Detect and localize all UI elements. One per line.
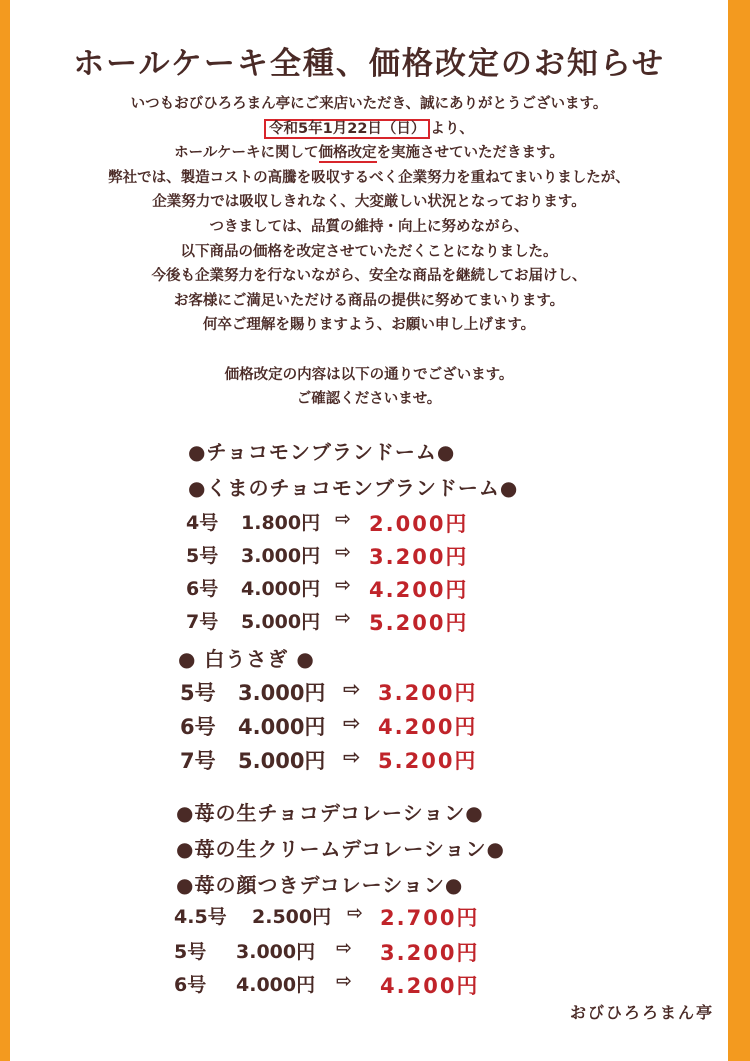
intro-line-6: つきましては、品質の維持・向上に努めながら、 xyxy=(209,218,529,235)
old-price: 2.500円 xyxy=(252,906,332,928)
arrow-right-icon: ⇨ xyxy=(343,745,361,769)
arrow-right-icon: ⇨ xyxy=(335,508,351,530)
old-price: 3.000円 xyxy=(236,941,316,963)
product-name-ichigo-nama-cream: ●苺の生クリームデコレーション● xyxy=(176,837,505,861)
intro-line-10: 何卒ご理解を賜りますよう、お願い申し上げます。 xyxy=(202,317,536,334)
intro-line-1: いつもおびひろろまん亭にご来店いただき、誠にありがとうございます。 xyxy=(130,96,608,112)
intro-line-11: 価格改定の内容は以下の通りでございます。 xyxy=(224,366,514,383)
left-orange-border xyxy=(0,0,10,1061)
arrow-right-icon: ⇨ xyxy=(347,902,363,924)
price-row xyxy=(10,970,728,1000)
new-price: 3.200円 xyxy=(380,941,480,965)
old-price: 3.000円 xyxy=(241,545,321,567)
arrow-right-icon: ⇨ xyxy=(336,970,352,992)
old-price: 4.000円 xyxy=(238,715,326,739)
intro-line-9: お客様にご満足いただける商品の提供に努めてまいります。 xyxy=(173,292,565,309)
arrow-right-icon: ⇨ xyxy=(335,607,351,629)
old-price: 3.000円 xyxy=(238,681,326,705)
cake-size: 4号 xyxy=(186,512,219,534)
right-orange-border xyxy=(728,0,750,1061)
cake-size: 5号 xyxy=(180,681,216,705)
new-price: 2.700円 xyxy=(380,906,480,930)
old-price: 1.800円 xyxy=(241,512,321,534)
price-row xyxy=(10,574,728,604)
intro-line-3-pre: ホールケーキに関して xyxy=(174,145,319,162)
new-price: 3.200円 xyxy=(378,681,478,705)
price-row xyxy=(10,541,728,571)
intro-paragraph xyxy=(10,92,728,412)
arrow-right-icon: ⇨ xyxy=(335,574,351,596)
intro-line-3-post: を実施させていただきます。 xyxy=(376,145,564,162)
product-name-ichigo-nama-choco: ●苺の生チョコデコレーション● xyxy=(176,801,484,825)
intro-line-3 xyxy=(10,141,728,166)
intro-line-5: 企業努力では吸収しきれなく、大変厳しい状況となっております。 xyxy=(152,194,586,211)
new-price: 5.200円 xyxy=(369,611,469,635)
product-name-choco-montblanc: ●チョコモンブランドーム● xyxy=(188,440,456,464)
cake-size: 6号 xyxy=(180,715,216,739)
price-row xyxy=(10,745,728,775)
intro-line-12: ご確認くださいませ。 xyxy=(296,391,442,408)
new-price: 5.200円 xyxy=(378,749,478,773)
shop-name-signature: おびひろろまん亭 xyxy=(569,1003,714,1022)
price-row xyxy=(10,607,728,637)
product-name-ichigo-kaotsuki: ●苺の顔つきデコレーション● xyxy=(176,873,464,897)
new-price: 3.200円 xyxy=(369,545,469,569)
cake-size: 6号 xyxy=(186,578,219,600)
price-row xyxy=(10,711,728,741)
cake-size: 5号 xyxy=(174,941,207,963)
cake-size: 4.5号 xyxy=(174,906,227,928)
old-price: 4.000円 xyxy=(241,578,321,600)
intro-spacer xyxy=(10,338,728,363)
arrow-right-icon: ⇨ xyxy=(335,541,351,563)
price-row xyxy=(10,508,728,538)
old-price: 5.000円 xyxy=(238,749,326,773)
arrow-right-icon: ⇨ xyxy=(343,711,361,735)
intro-line-4: 弊社では、製造コストの高騰を吸収するべく企業努力を重ねてまいりましたが、 xyxy=(108,169,630,186)
page-title: ホールケーキ全種、価格改定のお知らせ xyxy=(73,46,665,82)
cake-size: 7号 xyxy=(180,749,216,773)
effective-date-highlight: 令和5年1月22日（日） xyxy=(264,119,430,139)
cake-size: 5号 xyxy=(186,545,219,567)
cake-size: 6号 xyxy=(174,974,207,996)
cake-size: 7号 xyxy=(186,611,219,633)
arrow-right-icon: ⇨ xyxy=(343,677,361,701)
new-price: 4.200円 xyxy=(380,974,480,998)
new-price: 4.200円 xyxy=(369,578,469,602)
old-price: 5.000円 xyxy=(241,611,321,633)
new-price: 2.000円 xyxy=(369,512,469,536)
price-row xyxy=(10,937,728,967)
old-price: 4.000円 xyxy=(236,974,316,996)
product-name-kuma-choco-montblanc: ●くまのチョコモンブランドーム● xyxy=(188,476,519,500)
new-price: 4.200円 xyxy=(378,715,478,739)
intro-line-8: 今後も企業努力を行ないながら、安全な商品を継続してお届けし、 xyxy=(151,268,587,285)
price-row xyxy=(10,677,728,707)
price-revision-underline: 価格改定 xyxy=(318,145,377,162)
price-row xyxy=(10,902,728,932)
intro-line-2 xyxy=(10,117,728,142)
intro-line-2-rest: より、 xyxy=(430,120,474,137)
intro-line-7: 以下商品の価格を改定させていただくことになりました。 xyxy=(180,243,558,260)
product-name-shiro-usagi: ● 白うさぎ ● xyxy=(178,647,315,671)
arrow-right-icon: ⇨ xyxy=(336,937,352,959)
notice-sheet xyxy=(10,0,728,1061)
